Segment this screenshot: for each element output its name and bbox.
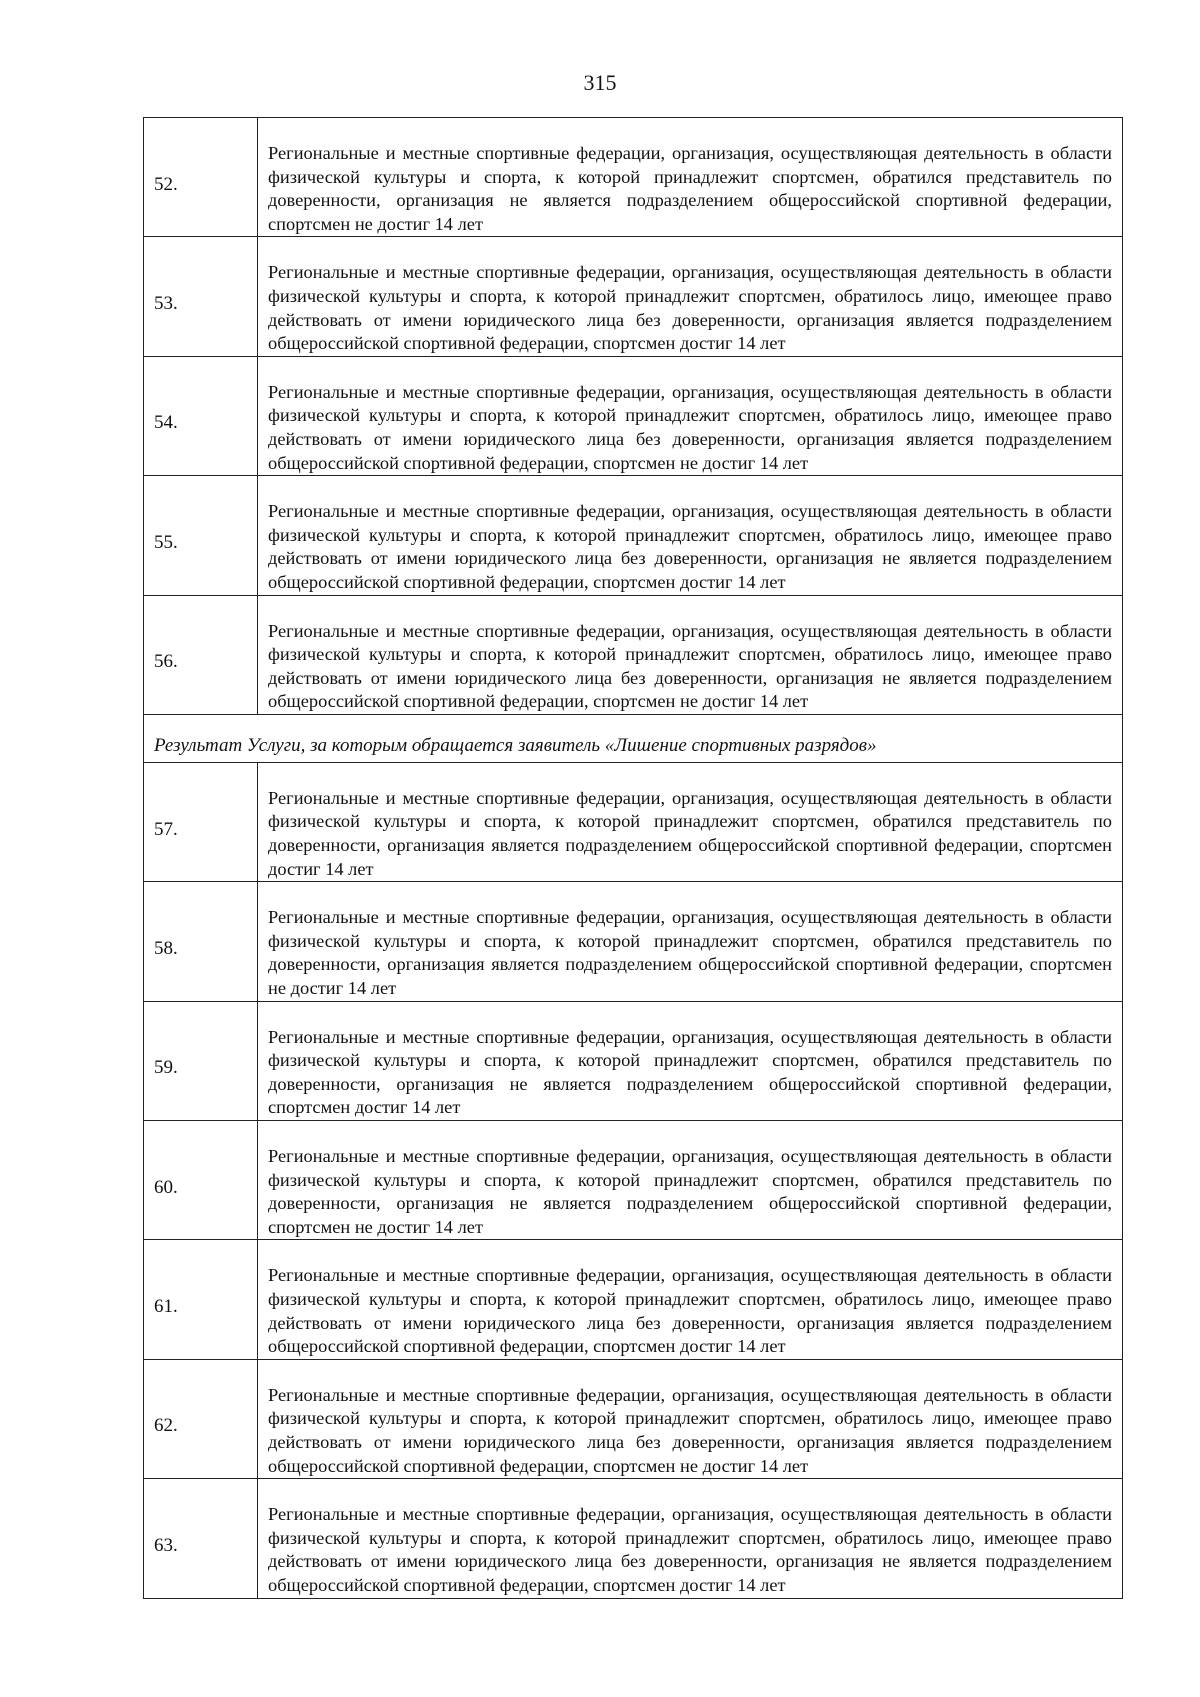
- row-number: 58.: [144, 882, 258, 1001]
- section-heading-row: [144, 714, 1123, 762]
- row-number: 53.: [144, 237, 258, 356]
- table-row: [144, 1121, 1123, 1240]
- row-number: 56.: [144, 595, 258, 714]
- row-description: Региональные и местные спортивные федерации, организация, осуществляющая деятельность в области физической культуры и спорта, к которой принадлежит спортсмен, обратилось лицо, имеющее право действовать от имени юридического лица без доверенности, организация не является подразделением общероссийской спортивной федерации, спортсмен не достиг 14 лет: [258, 595, 1123, 714]
- row-description: Региональные и местные спортивные федерации, организация, осуществляющая деятельность в области физической культуры и спорта, к которой принадлежит спортсмен, обратился представитель по доверенности, организация не является подразделением общероссийской спортивной федерации, спортсмен не достиг 14 лет: [258, 118, 1123, 237]
- table-row: [144, 237, 1123, 356]
- page-number: 315: [583, 70, 617, 95]
- table-row: [144, 1240, 1123, 1359]
- table-row: [144, 476, 1123, 595]
- row-number: 57.: [144, 762, 258, 881]
- row-description: Региональные и местные спортивные федерации, организация, осуществляющая деятельность в области физической культуры и спорта, к которой принадлежит спортсмен, обратилось лицо, имеющее право действовать от имени юридического лица без доверенности, организация является подразделением общероссийской спортивной федерации, спортсмен не достиг 14 лет: [258, 1359, 1123, 1478]
- row-description: Региональные и местные спортивные федерации, организация, осуществляющая деятельность в области физической культуры и спорта, к которой принадлежит спортсмен, обратилось лицо, имеющее право действовать от имени юридического лица без доверенности, организация является подразделением общероссийской спортивной федерации, спортсмен достиг 14 лет: [258, 237, 1123, 356]
- table-row: [144, 762, 1123, 881]
- row-number: 62.: [144, 1359, 258, 1478]
- row-description: Региональные и местные спортивные федерации, организация, осуществляющая деятельность в области физической культуры и спорта, к которой принадлежит спортсмен, обратилось лицо, имеющее право действовать от имени юридического лица без доверенности, организация не является подразделением общероссийской спортивной федерации, спортсмен достиг 14 лет: [258, 476, 1123, 595]
- row-number: 54.: [144, 356, 258, 475]
- row-number: 60.: [144, 1121, 258, 1240]
- row-description: Региональные и местные спортивные федерации, организация, осуществляющая деятельность в области физической культуры и спорта, к которой принадлежит спортсмен, обратилось лицо, имеющее право действовать от имени юридического лица без доверенности, организация является подразделением общероссийской спортивной федерации, спортсмен достиг 14 лет: [258, 1240, 1123, 1359]
- row-number: 59.: [144, 1001, 258, 1120]
- row-description: Региональные и местные спортивные федерации, организация, осуществляющая деятельность в области физической культуры и спорта, к которой принадлежит спортсмен, обратилось лицо, имеющее право действовать от имени юридического лица без доверенности, организация является подразделением общероссийской спортивной федерации, спортсмен не достиг 14 лет: [258, 356, 1123, 475]
- row-number: 63.: [144, 1479, 258, 1598]
- table-row: [144, 1479, 1123, 1598]
- row-description: Региональные и местные спортивные федерации, организация, осуществляющая деятельность в области физической культуры и спорта, к которой принадлежит спортсмен, обратился представитель по доверенности, организация является подразделением общероссийской спортивной федерации, спортсмен достиг 14 лет: [258, 762, 1123, 881]
- row-description: Региональные и местные спортивные федерации, организация, осуществляющая деятельность в области физической культуры и спорта, к которой принадлежит спортсмен, обратился представитель по доверенности, организация не является подразделением общероссийской спортивной федерации, спортсмен достиг 14 лет: [258, 1001, 1123, 1120]
- table-row: [144, 595, 1123, 714]
- row-number: 61.: [144, 1240, 258, 1359]
- row-description: Региональные и местные спортивные федерации, организация, осуществляющая деятельность в области физической культуры и спорта, к которой принадлежит спортсмен, обратился представитель по доверенности, организация не является подразделением общероссийской спортивной федерации, спортсмен не достиг 14 лет: [258, 1121, 1123, 1240]
- table-row: [144, 118, 1123, 237]
- section-heading: Результат Услуги, за которым обращается заявитель «Лишение спортивных разрядов»: [144, 714, 1123, 762]
- row-number: 52.: [144, 118, 258, 237]
- table-row: [144, 882, 1123, 1001]
- document-table: [143, 117, 1123, 1599]
- table-row: [144, 1359, 1123, 1478]
- row-description: Региональные и местные спортивные федерации, организация, осуществляющая деятельность в области физической культуры и спорта, к которой принадлежит спортсмен, обратился представитель по доверенности, организация является подразделением общероссийской спортивной федерации, спортсмен не достиг 14 лет: [258, 882, 1123, 1001]
- row-number: 55.: [144, 476, 258, 595]
- row-description: Региональные и местные спортивные федерации, организация, осуществляющая деятельность в области физической культуры и спорта, к которой принадлежит спортсмен, обратилось лицо, имеющее право действовать от имени юридического лица без доверенности, организация не является подразделением общероссийской спортивной федерации, спортсмен достиг 14 лет: [258, 1479, 1123, 1598]
- table-row: [144, 356, 1123, 475]
- table-row: [144, 1001, 1123, 1120]
